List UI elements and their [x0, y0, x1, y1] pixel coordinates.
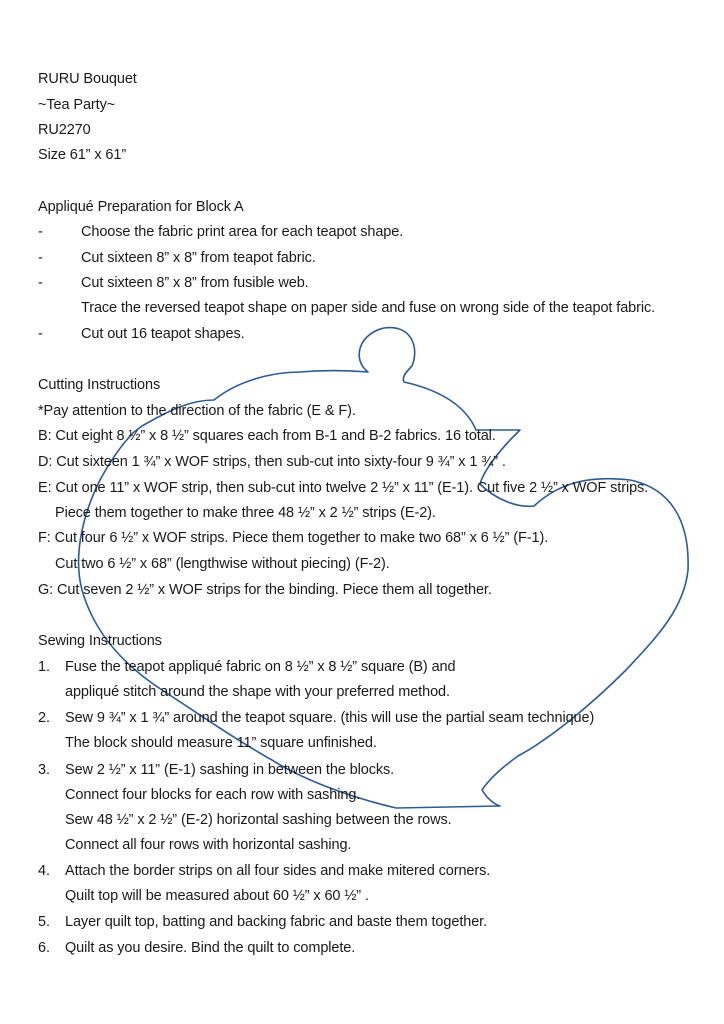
cutting-line: Piece them together to make three 48 ½” x 2 ½” strips (E-2). — [55, 505, 436, 521]
cutting-line: G: Cut seven 2 ½” x WOF strips for the binding. Piece them all together. — [38, 582, 492, 598]
applique-item-text: Trace the reversed teapot shape on paper side and fuse on wrong side of the teapot fabric. — [81, 300, 656, 316]
step-number: 1. — [38, 659, 50, 675]
step-text: appliqué stitch around the shape with your preferred method. — [65, 684, 450, 700]
step-number: 4. — [38, 863, 50, 879]
step-text: Fuse the teapot appliqué fabric on 8 ½” x 8 ½” square (B) and — [65, 659, 456, 675]
pattern-code: RU2270 — [38, 122, 91, 138]
cutting-line: B: Cut eight 8 ½” x 8 ½” squares each from B-1 and B-2 fabrics. 16 total. — [38, 428, 496, 444]
pattern-title: RURU Bouquet — [38, 71, 137, 87]
cutting-line: F: Cut four 6 ½” x WOF strips. Piece them together to make two 68” x 6 ½” (F-1). — [38, 530, 549, 546]
step-text: Quilt as you desire. Bind the quilt to complete. — [65, 940, 356, 956]
step-text: Quilt top will be measured about 60 ½” x 60 ½” . — [65, 888, 369, 904]
step-text: Sew 48 ½” x 2 ½” (E-2) horizontal sashing between the rows. — [65, 812, 452, 828]
applique-heading: Appliqué Preparation for Block A — [38, 199, 244, 215]
cutting-line: D: Cut sixteen 1 ¾” x WOF strips, then sub-cut into sixty-four 9 ¾” x 1 ¾” . — [38, 454, 506, 470]
step-number: 2. — [38, 710, 50, 726]
step-text: Connect four blocks for each row with sashing. — [65, 787, 361, 803]
step-text: Attach the border strips on all four sides and make mitered corners. — [65, 863, 491, 879]
bullet-dash: - — [38, 275, 43, 291]
bullet-dash: - — [38, 224, 43, 240]
quilt-size: Size 61” x 61” — [38, 147, 127, 163]
step-text: Connect all four rows with horizontal sashing. — [65, 837, 352, 853]
cutting-line: Cut two 6 ½” x 68” (lengthwise without piecing) (F-2). — [55, 556, 390, 572]
applique-item-text: Cut sixteen 8” x 8” from fusible web. — [81, 275, 309, 291]
step-number: 6. — [38, 940, 50, 956]
applique-item-text: Cut sixteen 8” x 8” from teapot fabric. — [81, 250, 316, 266]
cutting-heading: Cutting Instructions — [38, 377, 161, 393]
step-number: 3. — [38, 762, 50, 778]
step-text: Layer quilt top, batting and backing fabric and baste them together. — [65, 914, 488, 930]
step-number: 5. — [38, 914, 50, 930]
applique-item-text: Cut out 16 teapot shapes. — [81, 326, 245, 342]
sewing-heading: Sewing Instructions — [38, 633, 162, 649]
applique-item-text: Choose the fabric print area for each teapot shape. — [81, 224, 404, 240]
bullet-dash: - — [38, 326, 43, 342]
bullet-dash: - — [38, 250, 43, 266]
pattern-subtitle: ~Tea Party~ — [38, 97, 116, 113]
step-text: The block should measure 11” square unfinished. — [65, 735, 377, 751]
step-text: Sew 2 ½” x 11” (E-1) sashing in between the blocks. — [65, 762, 395, 778]
cutting-note: *Pay attention to the direction of the fabric (E & F). — [38, 403, 356, 419]
step-text: Sew 9 ¾” x 1 ¾” around the teapot square. (this will use the partial seam technique) — [65, 710, 595, 726]
cutting-line: E: Cut one 11” x WOF strip, then sub-cut into twelve 2 ½” x 11” (E-1). Cut five 2 ½” x WOF strips. — [38, 480, 649, 496]
